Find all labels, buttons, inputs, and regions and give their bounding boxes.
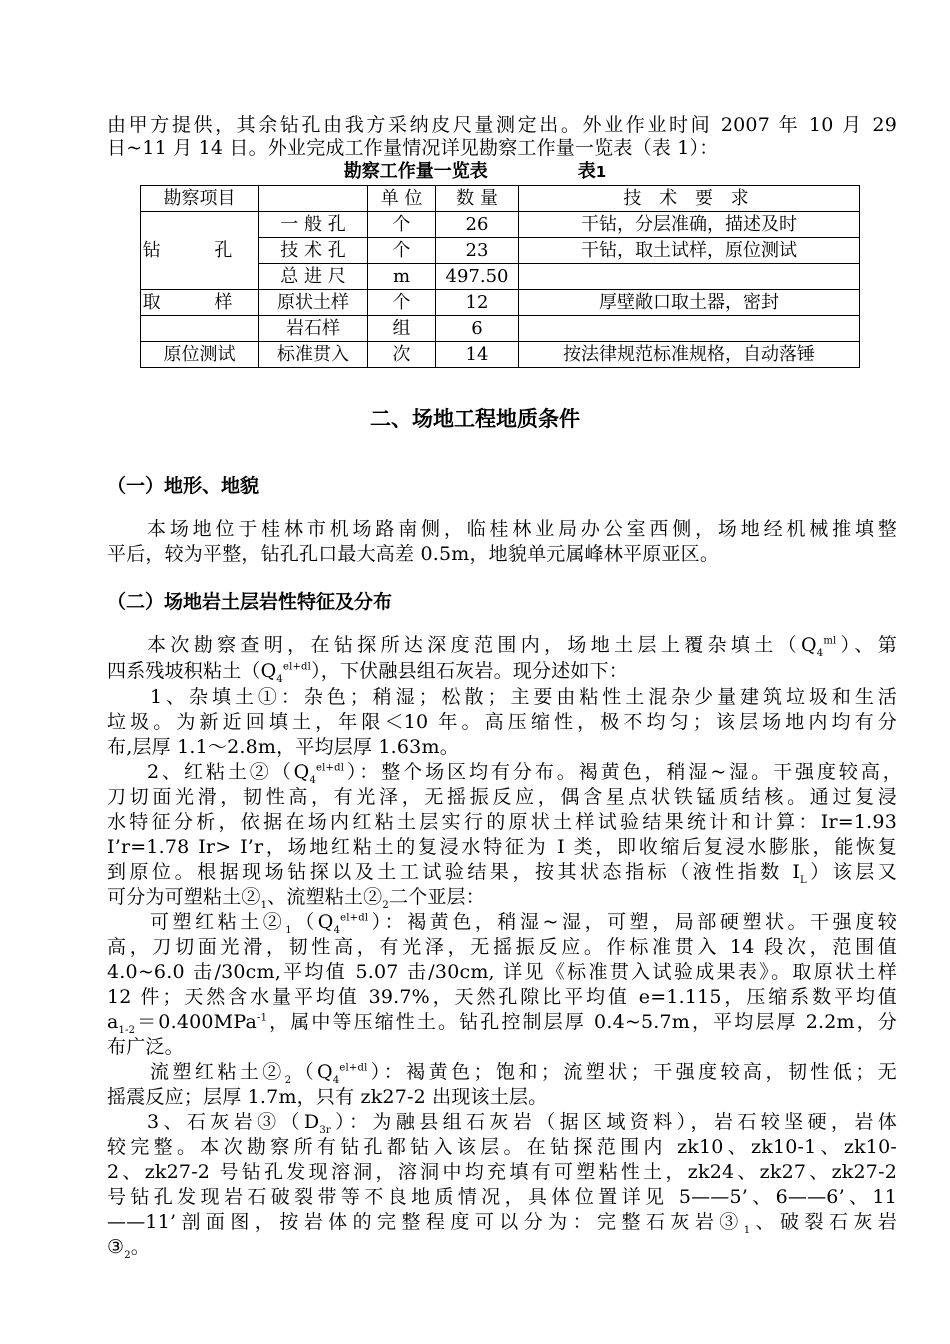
intro-line-2: 日~11 月 14 日。外业完成工作量情况详见勘察工作量一览表（表 1）： (107, 137, 719, 159)
cell-qty: 12 (436, 290, 519, 316)
cell-sub: 总 进 尺 (259, 264, 368, 290)
layer2-2-line-1: 流塑红粘土$②_2(Q_4^{el+dl})$：褐黄色；饱和；流塑状；干强度较高，韧性低；无 (150, 1061, 898, 1086)
layer1-line-1: 1、杂填土①：杂色；稍湿；松散；主要由粘性土混杂少量建筑垃圾和生活 (150, 686, 897, 708)
cell-sub: 技 术 孔 (259, 238, 368, 264)
cell-qty: 23 (436, 238, 519, 264)
cell-qty: 497.50 (436, 264, 519, 290)
layer3-line-2: 较完整。本次勘察所有钻孔都钻入该层。在钻探范围内 zk10、zk10-1、zk10- (107, 1136, 897, 1158)
table-row (141, 212, 860, 238)
table-number: 1 (595, 163, 607, 181)
header-item: 勘察项目 (141, 186, 259, 212)
layer2-1-line-5: $a_{1-2}=0.400MPa^{-1}$，属中等压缩性土。钻孔控制层厚 0.4~5.7m，平均层厚 2.2m，分 (107, 1011, 897, 1036)
layer2-line-1: 2、红粘土$②(Q_4^{el+dl})$：整个场区均有分布。褐黄色，稍湿~湿。干强度较高， (147, 761, 903, 786)
table-header-row (141, 186, 860, 212)
layer3-line-4: 号钻孔发现岩石破裂带等不良地质情况，具体位置详见 5——5’、6——6’、11 (107, 1186, 897, 1208)
cell-req (519, 316, 860, 342)
cell-sub: 岩石样 (259, 316, 368, 342)
table-number-label: 表 (577, 161, 596, 182)
table-row (141, 316, 860, 342)
cell-unit: 个 (368, 290, 436, 316)
cell-req: 按法律规范标准规格，自动落锤 (519, 342, 860, 368)
subsection-title-1: （一）地形、地貌 (107, 475, 260, 497)
layer1-line-2: 垃圾。为新近回填土，年限＜10 年。高压缩性，极不均匀；该层场地内均有分 (107, 711, 897, 733)
layer2-1-line-6: 布广泛。 (107, 1036, 184, 1058)
cell-unit: 个 (368, 238, 436, 264)
section-title: 二、场地工程地质条件 (370, 407, 580, 431)
cell-unit: 次 (368, 342, 436, 368)
layer3-line-1: 3、石灰岩$③(D_{3r})$：为融县组石灰岩（据区域资料），岩石较坚硬，岩体 (147, 1111, 897, 1136)
header-req: 技 术 要 求 (519, 186, 860, 212)
cell-qty: 6 (436, 316, 519, 342)
layer2-1-line-3: 4.0~6.0 击/30cm,平均值 5.07 击/30cm, 详见《标准贯入试验成果表》。取原状土样 (107, 961, 897, 983)
cell-qty: 14 (436, 342, 519, 368)
workload-table (140, 185, 860, 368)
cell-sub: 一 般 孔 (259, 212, 368, 238)
layer3-line-5: ——11’剖面图，按岩体的完整程度可以分为：完整石灰岩$③_1$、破裂石灰岩 (107, 1211, 897, 1236)
cell-unit: 组 (368, 316, 436, 342)
subsection-title-2: （二）场地岩土层岩性特征及分布 (107, 591, 393, 613)
table-title (0, 160, 950, 184)
intro-line-1: 由甲方提供，其余钻孔由我方采纳皮尺量测定出。外业作业时间 2007 年 10 月 29 (107, 114, 897, 136)
cell-sub: 标准贯入 (259, 342, 368, 368)
layer3-line-3: 2、zk27-2 号钻孔发现溶洞，溶洞中均充填有可塑粘性土，zk24、zk27、zk27-2 (107, 1161, 897, 1183)
header-unit: 单 位 (368, 186, 436, 212)
header-sub (259, 186, 368, 212)
layer3-line-6: $③_2$。 (107, 1236, 150, 1261)
cell-req (519, 264, 860, 290)
group-sample: 取 样 (141, 290, 259, 316)
cell-unit: m (368, 264, 436, 290)
cell-req: 干钻，取土试样，原位测试 (519, 238, 860, 264)
s2-p1-line-1: 本次勘察查明，在钻探所达深度范围内，场地土层上覆杂填土$(Q_4^{ml})$、第 (147, 634, 897, 659)
s2-p1-line-2: 四系残坡积粘土$(Q_4^{el+dl})$，下伏融县组石灰岩。现分述如下： (107, 660, 628, 685)
layer2-1-line-2: 高，刀切面光滑，韧性高，有光泽，无摇振反应。作标准贯入 14 段次，范围值 (107, 936, 897, 958)
cell-req: 厚壁敞口取土器，密封 (519, 290, 860, 316)
group-drill: 钻 孔 (141, 212, 259, 290)
layer2-line-5: 到原位。根据现场钻探以及土工试验结果，按其状态指标（液性指数 $I_L$）该层又 (107, 861, 897, 886)
cell-qty: 26 (436, 212, 519, 238)
layer2-1-line-4: 12 件；天然含水量平均值 39.7%，天然孔隙比平均值 e=1.115，压缩系数平均值 (107, 986, 897, 1008)
s1-line-2: 平后，较为平整，钻孔孔口最大高差 0.5m，地貌单元属峰林平原亚区。 (107, 543, 720, 565)
cell-item-empty (141, 316, 259, 342)
layer1-line-3: 布,层厚 1.1～2.8m，平均层厚 1.63m。 (107, 736, 459, 758)
table-title-text: 勘察工作量一览表 (343, 161, 488, 182)
cell-unit: 个 (368, 212, 436, 238)
cell-sub: 原状土样 (259, 290, 368, 316)
cell-item: 原位测试 (141, 342, 259, 368)
s1-line-1: 本场地位于桂林市机场路南侧，临桂林业局办公室西侧，场地经机械推填整 (147, 518, 897, 540)
layer2-line-4: I’r=1.78 Ir> I’r，场地红粘土的复浸水特征为 I 类，即收缩后复浸水膨胀，能恢复 (107, 836, 897, 858)
layer2-2-line-2: 摇震反应；层厚 1.7m，只有 zk27-2 出现该土层。 (107, 1086, 548, 1108)
layer2-1-line-1: 可塑红粘土$②_1(Q_4^{el+dl})$：褐黄色，稍湿~湿，可塑，局部硬塑状。干强度较 (150, 911, 897, 936)
layer2-line-3: 水特征分析，依据在场内红粘土层实行的原状土样试验结果统计和计算：Ir=1.93 (107, 811, 897, 833)
layer2-line-2: 刀切面光滑，韧性高，有光泽，无摇振反应，偶含星点状铁锰质结核。通过复浸 (107, 786, 897, 808)
header-qty: 数 量 (436, 186, 519, 212)
table-row (141, 342, 860, 368)
cell-req: 干钻，分层准确，描述及时 (519, 212, 860, 238)
table-row (141, 290, 860, 316)
layer2-line-6: 可分为可塑粘土$②_1$、流塑粘土$②_2$二个亚层： (107, 886, 485, 911)
